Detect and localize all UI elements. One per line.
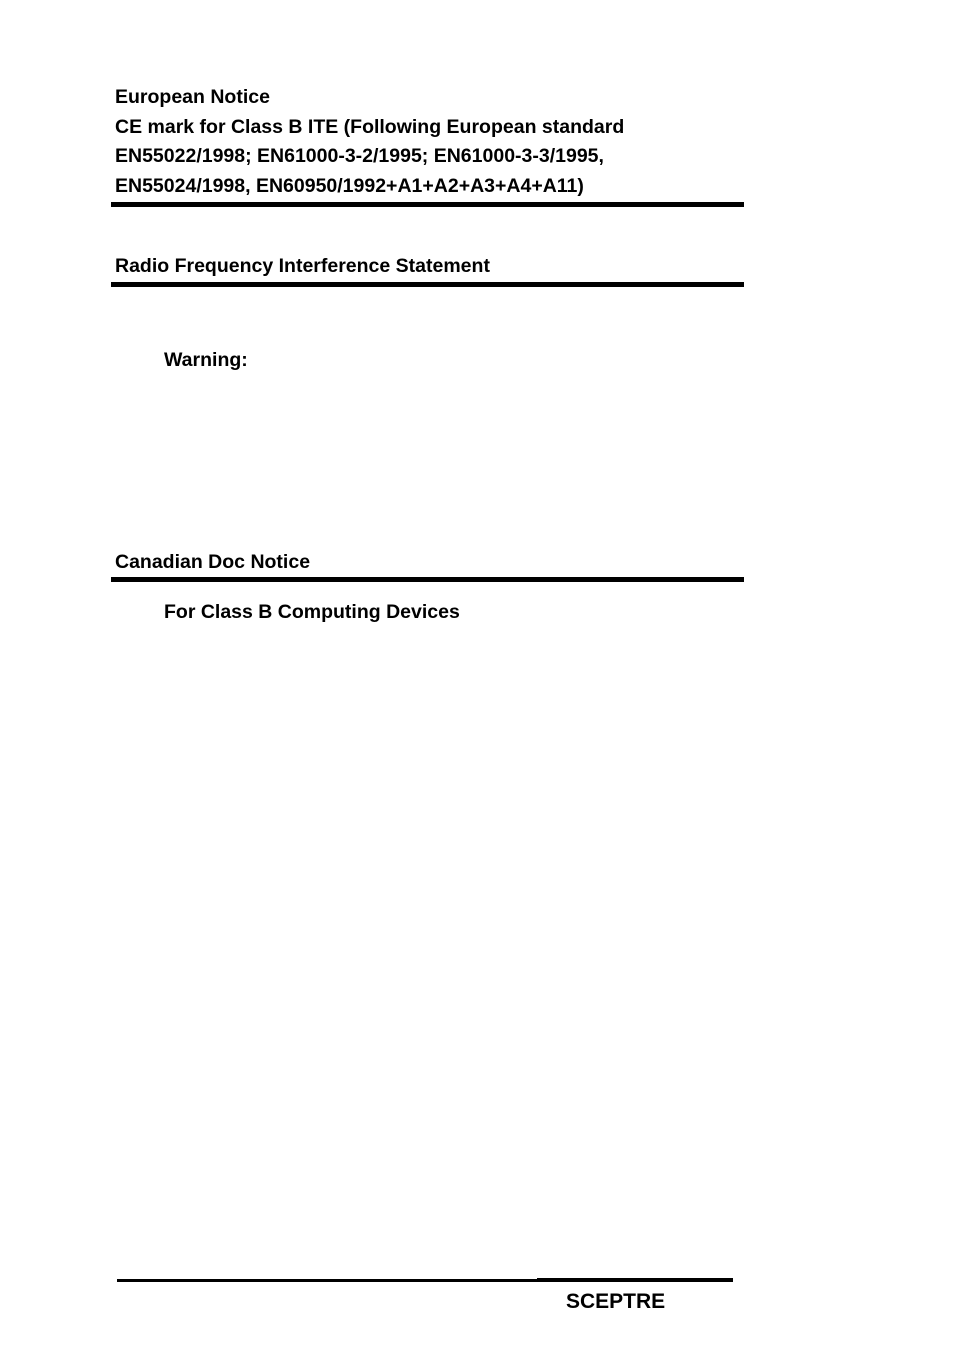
- rf-statement-divider: [111, 282, 744, 287]
- canadian-notice-divider: [111, 577, 744, 582]
- footer-divider-left: [117, 1279, 537, 1282]
- rf-statement-heading: Radio Frequency Interference Statement: [115, 255, 490, 277]
- european-notice-section: [115, 83, 624, 201]
- footer-divider-right: [537, 1278, 733, 1282]
- canadian-notice-heading: Canadian Doc Notice: [115, 551, 311, 573]
- ce-mark-line-1: CE mark for Class B ITE (Following European standard: [115, 115, 625, 138]
- european-notice-divider: [111, 202, 744, 207]
- footer-brand: SCEPTRE: [566, 1290, 666, 1313]
- european-notice-heading: European Notice: [115, 86, 270, 108]
- warning-label: Warning:: [164, 349, 248, 371]
- ce-mark-line-2: EN55022/1998; EN61000-3-2/1995; EN61000-3-3/1995,: [115, 145, 604, 167]
- ce-mark-line-3: EN55024/1998, EN60950/1992+A1+A2+A3+A4+A11): [115, 174, 584, 197]
- class-b-devices-subheading: For Class B Computing Devices: [164, 601, 460, 623]
